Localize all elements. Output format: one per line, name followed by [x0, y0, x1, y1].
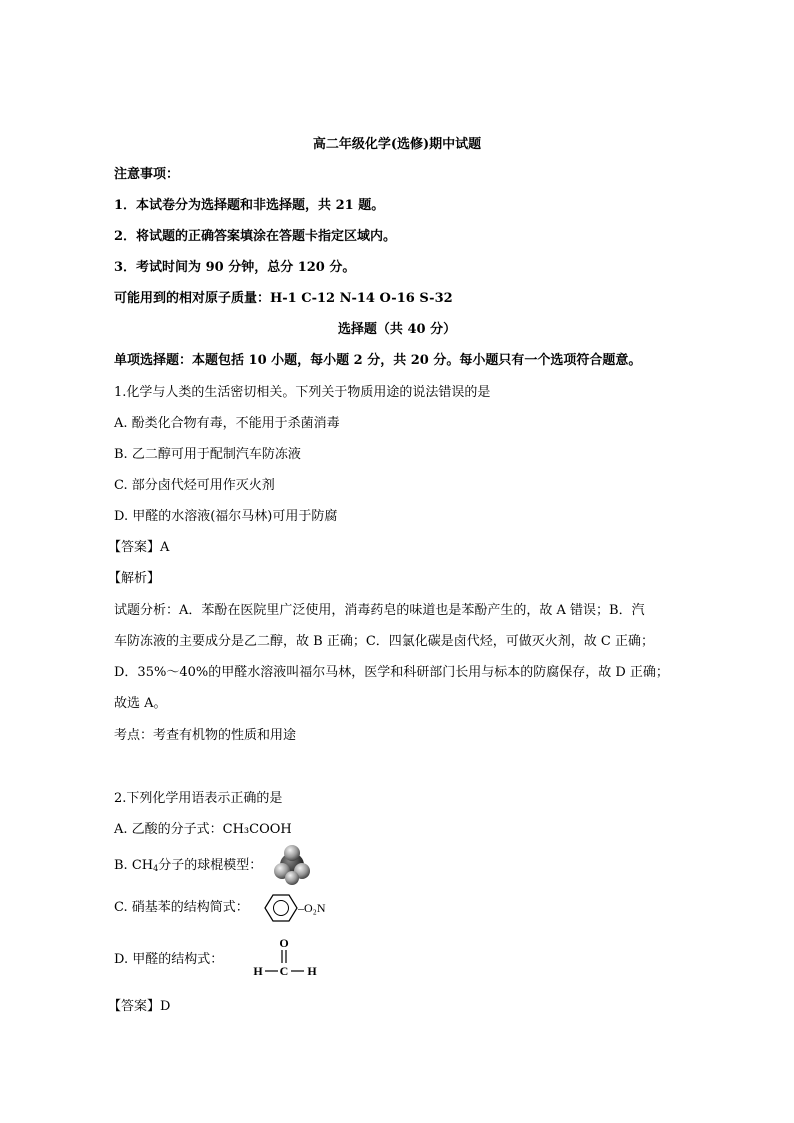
q1-analysis-line: 车防冻液的主要成分是乙二醇，故 B 正确；C．四氯化碳是卤代烃，可做灭火剂，故 C 正确； [114, 634, 654, 649]
q1-analysis-line: D．35%～40%的甲醛水溶液叫福尔马林，医学和科研部门长用与标本的防腐保存，故 D 正确； [114, 665, 669, 680]
q1-option-d: D. 甲醛的水溶液(福尔马林)可用于防腐 [114, 509, 338, 524]
notice-item: 1．本试卷分为选择题和非选择题，共 21 题。 [114, 198, 385, 213]
q2-option-b-text: 分子的球棍模型： [158, 858, 263, 873]
q1-analysis-line: 故选 A。 [114, 696, 167, 711]
atomic-masses: 可能用到的相对原子质量：H-1 C-12 N-14 O-16 S-32 [114, 291, 453, 306]
q2-option-b [114, 858, 262, 874]
section-description: 单项选择题：本题包括 10 小题，每小题 2 分，共 20 分。每小题只有一个选项符合题意。 [114, 353, 642, 368]
q1-analysis-line: 试题分析：A．苯酚在医院里广泛使用，消毒药皂的味道也是苯酚产生的，故 A 错误；B．汽 [114, 603, 645, 618]
q2-option-b-subscript: 4 [153, 864, 159, 873]
formaldehyde-oxygen: O [279, 936, 289, 950]
q2-option-a: A. 乙酸的分子式：CH₃COOH [114, 822, 292, 837]
notice-heading: 注意事项： [114, 167, 180, 182]
notice-item: 3．考试时间为 90 分钟，总分 120 分。 [114, 260, 356, 275]
q1-analysis-label: 【解析】 [108, 571, 161, 586]
nitro-group-label: –O₂N [298, 901, 326, 915]
q2-option-c: C. 硝基苯的结构简式： [114, 900, 249, 915]
q1-option-c: C. 部分卤代烃可用作灭火剂 [114, 478, 275, 493]
formaldehyde-structure-image [250, 935, 322, 979]
formaldehyde-hydrogen-right: H [307, 964, 317, 978]
q2-answer: 【答案】D [108, 999, 171, 1014]
q1-kaodian: 考点：考查有机物的性质和用途 [114, 728, 297, 743]
page-title: 高二年级化学(选修)期中试题 [312, 137, 482, 152]
formaldehyde-hydrogen-left: H [253, 964, 263, 978]
q2-option-d: D. 甲醛的结构式： [114, 952, 224, 967]
q1-stem: 1.化学与人类的生活密切相关。下列关于物质用途的说法错误的是 [114, 385, 491, 400]
q2-stem: 2.下列化学用语表示正确的是 [114, 791, 283, 806]
nitrobenzene-structure-image [262, 891, 352, 925]
notice-item: 2．将试题的正确答案填涂在答题卡指定区域内。 [114, 229, 397, 244]
formaldehyde-carbon: C [279, 964, 289, 978]
q2-option-b-prefix: B. CH [114, 858, 154, 873]
q1-option-a: A. 酚类化合物有毒，不能用于杀菌消毒 [114, 416, 340, 431]
methane-ball-stick-model-image [272, 843, 312, 887]
section-title: 选择题（共 40 分） [337, 322, 457, 337]
q1-answer: 【答案】A [108, 540, 170, 555]
q1-option-b: B. 乙二醇可用于配制汽车防冻液 [114, 447, 301, 462]
